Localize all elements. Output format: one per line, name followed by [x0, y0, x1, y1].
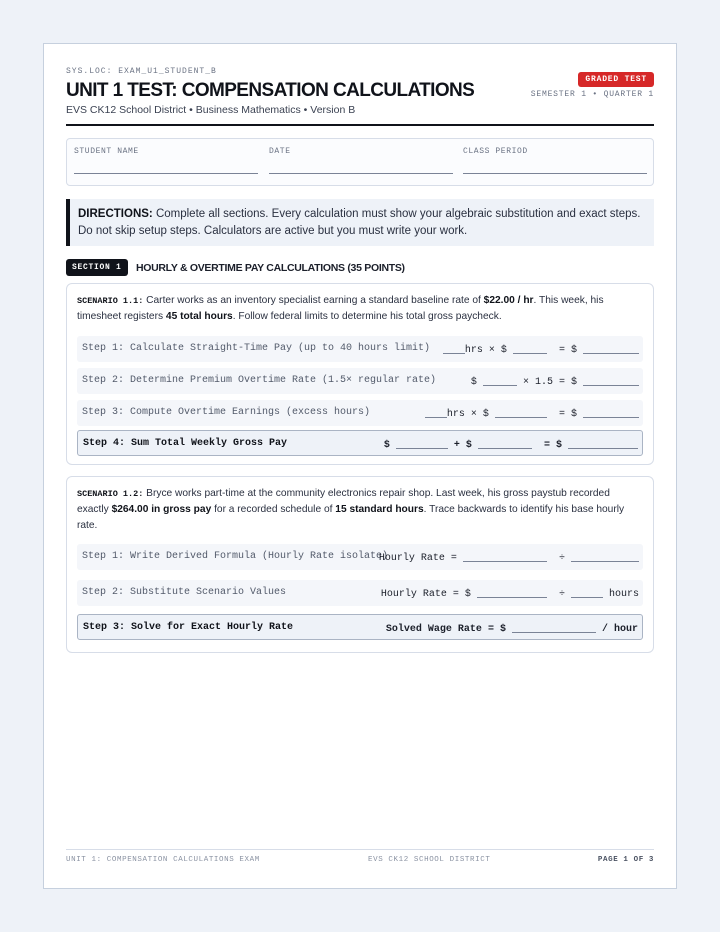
step-equation	[379, 551, 639, 564]
step-label: Step 1: Write Derived Formula (Hourly Rate isolate)	[82, 551, 389, 562]
system-location: SYS.LOC: EXAM_U1_STUDENT_B	[66, 67, 217, 76]
answer-blank[interactable]	[396, 438, 448, 449]
operator-text: ÷	[558, 553, 565, 564]
step-label: Step 1: Calculate Straight-Time Pay (up to 40 hours limit)	[82, 343, 431, 354]
scenario-1-text-part: Carter works as an inventory specialist earning a standard baseline rate of	[146, 295, 481, 306]
step-label: Step 2: Determine Premium Overtime Rate (1.5× regular rate)	[82, 375, 437, 386]
step-equation	[384, 438, 638, 451]
scenario-1-step-1	[77, 336, 643, 362]
step-label: Step 3: Compute Overtime Earnings (excess hours)	[82, 407, 371, 418]
answer-blank[interactable]	[477, 587, 547, 598]
scenario-2-pay: $264.00 in gross pay	[111, 504, 212, 515]
answer-blank[interactable]	[568, 438, 638, 449]
answer-blank[interactable]	[478, 438, 532, 449]
equals-text: = $	[558, 409, 577, 420]
directions-label: DIRECTIONS:	[78, 208, 153, 220]
answer-blank[interactable]	[513, 343, 547, 354]
page-subtitle: EVS CK12 School District • Business Mathematics • Version B	[66, 104, 356, 116]
step-equation	[425, 407, 639, 420]
answer-blank[interactable]	[425, 407, 447, 418]
scenario-1-rate: $22.00 / hr	[483, 295, 534, 306]
scenario-1-step-2	[77, 368, 643, 394]
scenario-2-step-1	[77, 544, 643, 570]
unit-text: hrs	[446, 409, 465, 420]
operator-text: ×	[470, 409, 477, 420]
scenario-2-step-2	[77, 580, 643, 606]
class-period-label: CLASS PERIOD	[463, 147, 528, 156]
dollar-text: $	[500, 345, 507, 356]
suffix-text: / hour	[601, 624, 638, 635]
scenario-2-text-part: Bryce works part-time at the community electronics repair shop. Last week, his gross paystub recorded exactly	[77, 488, 610, 515]
answer-blank[interactable]	[583, 375, 639, 386]
answer-blank[interactable]	[583, 407, 639, 418]
dollar-text: $	[470, 377, 477, 388]
directions-box	[66, 199, 654, 246]
operator-text: + $	[453, 440, 472, 451]
date-label: DATE	[269, 147, 291, 156]
class-period-line[interactable]	[463, 173, 647, 174]
scenario-1-card	[66, 283, 654, 465]
scenario-1-text-part: . This week, his timesheet registers	[77, 295, 604, 322]
prefix-text: Hourly Rate = $	[380, 589, 471, 600]
answer-blank[interactable]	[583, 343, 639, 354]
step-label: Step 4: Sum Total Weekly Gross Pay	[83, 438, 288, 449]
scenario-2-text-part: for a recorded schedule of	[214, 504, 333, 515]
page-title: UNIT 1 TEST: COMPENSATION CALCULATIONS	[66, 80, 475, 101]
scenario-1-step-4	[77, 430, 643, 456]
answer-blank[interactable]	[483, 375, 517, 386]
date-line[interactable]	[269, 173, 453, 174]
step-equation	[381, 587, 639, 600]
equals-text: = $	[558, 345, 577, 356]
prefix-text: Hourly Rate =	[378, 553, 457, 564]
exam-page	[43, 43, 677, 889]
semester-label: SEMESTER 1 • QUARTER 1	[530, 90, 654, 99]
step-equation	[386, 622, 638, 635]
operator-text: × 1.5	[522, 377, 553, 388]
step-label: Step 2: Substitute Scenario Values	[82, 587, 287, 598]
dollar-text: $	[482, 409, 489, 420]
scenario-1-text	[77, 293, 643, 325]
operator-text: ×	[488, 345, 495, 356]
equals-text: = $	[558, 377, 577, 388]
scenario-1-hours: 45 total hours	[165, 311, 233, 322]
date-field[interactable]	[269, 147, 453, 174]
scenario-1-step-3	[77, 400, 643, 426]
dollar-text: $	[383, 440, 390, 451]
scenario-2-text	[77, 486, 643, 534]
student-name-field[interactable]	[74, 147, 258, 174]
scenario-1-tag: SCENARIO 1.1:	[77, 296, 144, 306]
scenario-2-card	[66, 476, 654, 653]
student-name-line[interactable]	[74, 173, 258, 174]
operator-text: ÷	[558, 589, 565, 600]
footer-center: EVS CK12 SCHOOL DISTRICT	[368, 856, 491, 864]
scenario-1-text-part: . Follow federal limits to determine his total gross paycheck.	[232, 311, 502, 322]
answer-blank[interactable]	[443, 343, 465, 354]
directions-text: Complete all sections. Every calculation must show your algebraic substitution and exact steps. Do not skip setup steps. Calculators are active but you must write your work.	[78, 208, 641, 237]
footer-divider	[66, 849, 654, 850]
graded-test-badge: GRADED TEST	[578, 72, 654, 87]
suffix-text: hours	[608, 589, 639, 600]
class-period-field[interactable]	[463, 147, 647, 174]
answer-blank[interactable]	[495, 407, 547, 418]
footer-left: UNIT 1: COMPENSATION CALCULATIONS EXAM	[66, 856, 260, 864]
answer-blank[interactable]	[571, 551, 639, 562]
step-equation	[471, 375, 639, 388]
step-equation	[443, 343, 639, 356]
answer-blank[interactable]	[571, 587, 603, 598]
step-label: Step 3: Solve for Exact Hourly Rate	[83, 622, 294, 633]
scenario-2-step-3	[77, 614, 643, 640]
scenario-2-hours: 15 standard hours	[335, 504, 424, 515]
scenario-2-tag: SCENARIO 1.2:	[77, 489, 144, 499]
answer-blank[interactable]	[512, 622, 596, 633]
prefix-text: Solved Wage Rate = $	[385, 624, 506, 635]
student-name-label: STUDENT NAME	[74, 147, 139, 156]
page-number: PAGE 1 OF 3	[597, 856, 654, 864]
section-header	[66, 259, 405, 277]
unit-text: hrs	[464, 345, 483, 356]
equals-text: = $	[543, 440, 562, 451]
header-divider	[66, 124, 654, 126]
scenario-2-text-part: . Trace backwards to identify his base hourly rate.	[77, 504, 625, 531]
section-title: HOURLY & OVERTIME PAY CALCULATIONS (35 POINTS)	[135, 261, 405, 274]
answer-blank[interactable]	[463, 551, 547, 562]
student-info-box	[66, 138, 654, 186]
section-tag: SECTION 1	[66, 259, 128, 276]
